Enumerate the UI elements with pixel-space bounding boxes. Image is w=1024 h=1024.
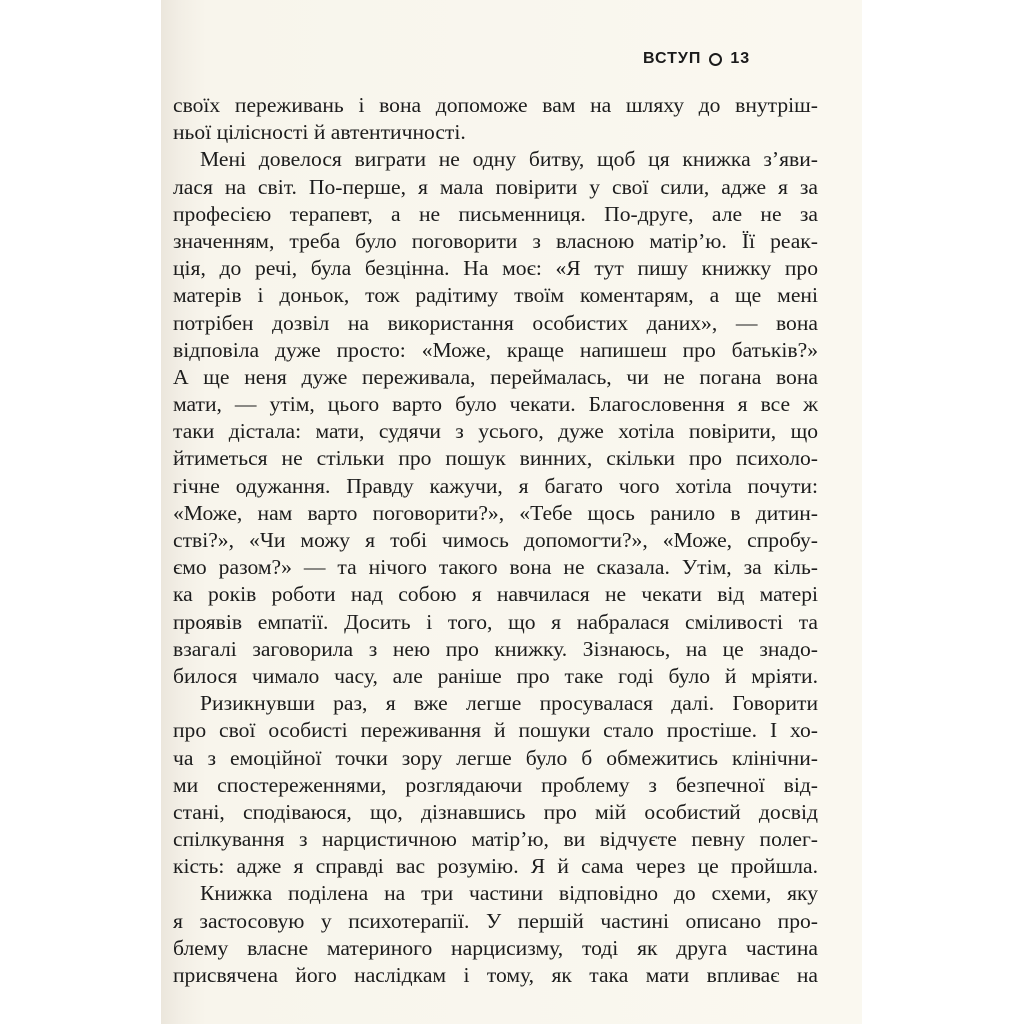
text-line: потрібен дозвіл на використання особистих даних», — вона bbox=[173, 310, 818, 335]
text-line: матерів і доньок, тож радітиму твоїм коментарям, а ще мені bbox=[173, 283, 818, 308]
paragraph-first-line: Мені довелося виграти не одну битву, щоб ця книжка з’яви- bbox=[200, 147, 818, 172]
text-line: ємо разом?» — та нічого такого вона не сказала. Утім, за кіль- bbox=[173, 555, 818, 580]
text-line: ція, до речі, була безцінна. На моє: «Я тут пишу книжку про bbox=[173, 256, 818, 281]
text-line: мати, — утім, цього варто було чекати. Благословення я все ж bbox=[173, 392, 818, 417]
running-head bbox=[643, 50, 750, 68]
text-line: стві?», «Чи можу я тобі чимось допомогти?», «Може, спробу- bbox=[173, 528, 818, 552]
text-line: А ще неня дуже переживала, переймалась, чи не погана вона bbox=[173, 364, 818, 389]
text-line: таки дістала: мати, судячи з усього, дуже хотіла повірити, що bbox=[173, 419, 818, 444]
text-line: кість: адже я справді вас розумію. Я й сама через це пройшла. bbox=[173, 854, 818, 879]
text-line: взагалі заговорила з нею про книжку. Зізнаюсь, на це знадо- bbox=[173, 636, 818, 661]
text-line: ми спостереженнями, розглядаючи проблему з безпечної від- bbox=[173, 772, 818, 797]
text-line: професією терапевт, а не письменниця. По-друге, але не за bbox=[173, 201, 818, 226]
book-page bbox=[161, 0, 862, 1024]
page-number: 13 bbox=[730, 50, 751, 67]
text-line: присвячена його наслідкам і тому, як така мати впливає на bbox=[173, 963, 818, 987]
text-line: про свої особисті переживання й пошуки стало простіше. І хо- bbox=[173, 718, 818, 743]
paragraph-first-line: Ризикнувши раз, я вже легше просувалася далі. Говорити bbox=[200, 691, 818, 716]
text-line: відповіла дуже просто: «Може, краще напишеш про батьків?» bbox=[173, 337, 818, 362]
text-line: своїх переживань і вона допоможе вам на шляху до внутріш- bbox=[173, 93, 818, 117]
body-text bbox=[173, 92, 818, 989]
text-line: ка років роботи над собою я навчилася не чекати від матері bbox=[173, 582, 818, 607]
text-line: ча з емоційної точки зору легше було б обмежитись клінічни- bbox=[173, 745, 818, 770]
text-line: лася на світ. По-перше, я мала повірити у свої сили, адже я за bbox=[173, 174, 818, 199]
text-line: «Може, нам варто поговорити?», «Тебе щось ранило в дитин- bbox=[173, 500, 818, 525]
circle-icon bbox=[709, 53, 722, 66]
text-line: я застосовую у психотерапії. У першій частині описано про- bbox=[173, 908, 818, 933]
text-line: проявів емпатії. Досить і того, що я набралася сміливості та bbox=[173, 609, 818, 634]
text-line: йтиметься не стільки про пошук винних, скільки про психоло- bbox=[173, 446, 818, 471]
text-line: блему власне материного нарцисизму, тоді як друга частина bbox=[173, 935, 818, 960]
section-title: ВСТУП bbox=[643, 50, 702, 67]
text-line: стані, сподіваюся, що, дізнавшись про мій особистий досвід bbox=[173, 799, 818, 824]
paragraph-first-line: Книжка поділена на три частини відповідно до схеми, яку bbox=[200, 881, 818, 906]
text-line: ньої цілісності й автентичності. bbox=[173, 120, 466, 145]
text-line: билося чимало часу, але раніше про таке годі було й мріяти. bbox=[173, 663, 818, 688]
text-line: значенням, треба було поговорити з власною матір’ю. Її реак- bbox=[173, 228, 818, 253]
text-line: гічне одужання. Правду кажучи, я багато чого хотіла почути: bbox=[173, 473, 818, 498]
text-line: спілкування з нарцистичною матір’ю, ви відчуєте певну полег- bbox=[173, 827, 818, 852]
